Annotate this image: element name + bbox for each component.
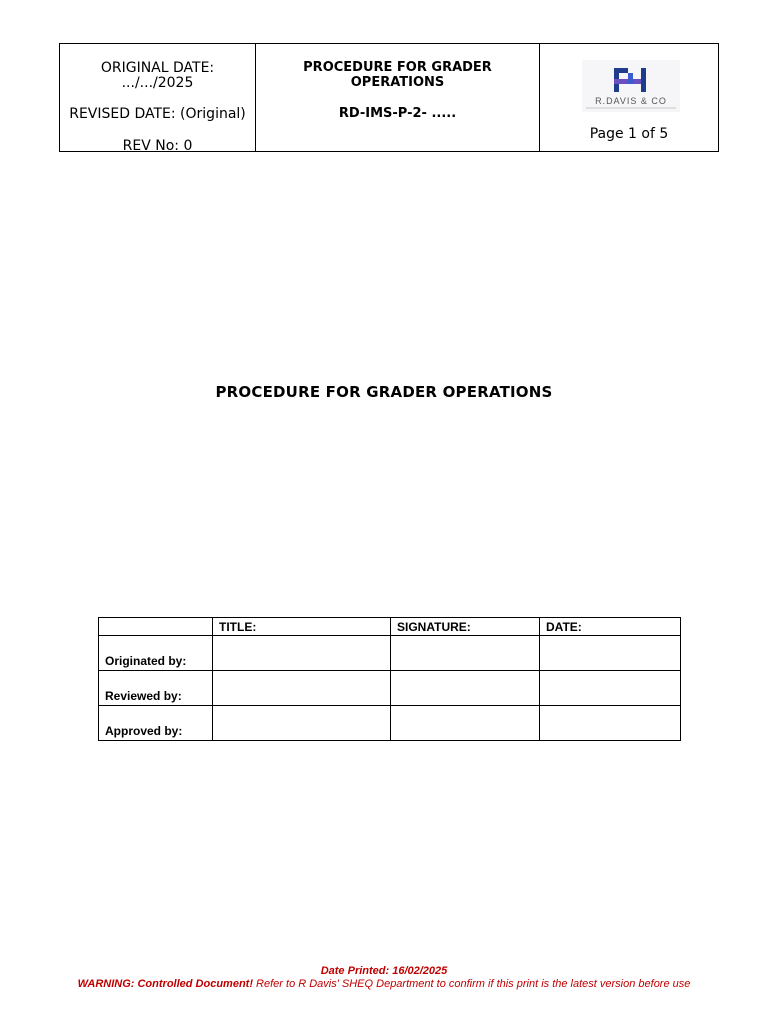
table-row-originated xyxy=(99,636,681,671)
date-printed: Date Printed: 16/02/2025 xyxy=(320,965,448,977)
row-label-approved: Approved by: xyxy=(99,706,213,741)
header-cell-title: TITLE: xyxy=(213,618,391,636)
signature-table-header xyxy=(99,618,681,636)
header-cell-blank xyxy=(99,618,213,636)
table-row-reviewed xyxy=(99,671,681,706)
rev-number: REV No: 0 xyxy=(122,138,193,154)
header-logo-cell xyxy=(540,44,718,151)
approved-title-cell[interactable] xyxy=(213,706,391,741)
main-title: PROCEDURE FOR GRADER OPERATIONS xyxy=(215,383,553,401)
controlled-document-warning xyxy=(0,978,768,990)
approved-date-cell[interactable] xyxy=(540,706,681,741)
logo-text: R.DAVIS & CO xyxy=(595,96,667,106)
reviewed-signature-cell[interactable] xyxy=(391,671,540,706)
logo-mark-icon xyxy=(582,60,680,112)
signature-table xyxy=(98,617,681,741)
table-row-approved xyxy=(99,706,681,741)
header-title-line2: OPERATIONS xyxy=(350,75,445,90)
warning-text: Refer to R Davis' SHEQ Department to confirm if this print is the latest version before use xyxy=(253,978,691,990)
header-title-cell xyxy=(256,44,540,151)
warning-label: WARNING: Controlled Document! xyxy=(77,978,253,990)
originated-signature-cell[interactable] xyxy=(391,636,540,671)
reviewed-title-cell[interactable] xyxy=(213,671,391,706)
revised-date: REVISED DATE: (Original) xyxy=(69,106,246,122)
page-number: Page 1 of 5 xyxy=(589,126,669,142)
row-label-originated: Originated by: xyxy=(99,636,213,671)
reviewed-date-cell[interactable] xyxy=(540,671,681,706)
approved-signature-cell[interactable] xyxy=(391,706,540,741)
document-code: RD-IMS-P-2- ..... xyxy=(338,106,457,121)
original-date-value: .../.../2025 xyxy=(121,75,194,91)
document-header xyxy=(59,43,719,152)
original-date-label: ORIGINAL DATE: xyxy=(100,60,215,76)
row-label-reviewed: Reviewed by: xyxy=(99,671,213,706)
company-logo xyxy=(582,60,680,112)
originated-date-cell[interactable] xyxy=(540,636,681,671)
header-dates-cell xyxy=(60,44,256,154)
header-cell-signature: SIGNATURE: xyxy=(391,618,540,636)
header-title-line1: PROCEDURE FOR GRADER xyxy=(303,60,492,75)
originated-title-cell[interactable] xyxy=(213,636,391,671)
header-cell-date: DATE: xyxy=(540,618,681,636)
